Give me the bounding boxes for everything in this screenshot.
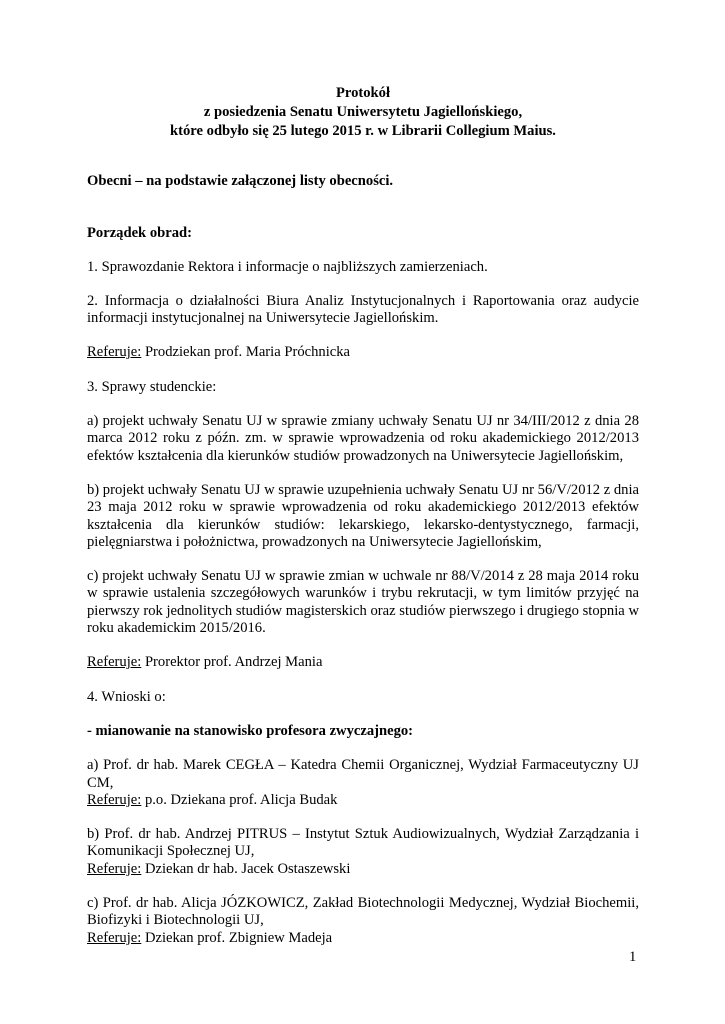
agenda-item-4-subheading: - mianowanie na stanowisko profesora zwyczajnego: xyxy=(87,722,414,739)
agenda-item-3-referent xyxy=(87,654,639,671)
document-page xyxy=(87,84,639,947)
agenda-item-2-referent xyxy=(87,344,639,361)
referent-label: Referuje: xyxy=(87,860,142,877)
agenda-item-4b-referent xyxy=(87,861,639,878)
page-number: 1 xyxy=(629,949,637,965)
agenda-item-4b: b) Prof. dr hab. Andrzej PITRUS – Instytut Sztuk Audiowizualnych, Wydział Zarządzania i Komunikacji Społecznej UJ, xyxy=(87,826,639,860)
referent-name: Dziekan dr hab. Jacek Ostaszewski xyxy=(141,860,351,877)
referent-label: Referuje: xyxy=(87,654,142,671)
referent-label: Referuje: xyxy=(87,791,142,808)
referent-name: Prorektor prof. Andrzej Mania xyxy=(141,654,323,671)
referent-label: Referuje: xyxy=(87,929,142,946)
referent-label: Referuje: xyxy=(87,344,142,361)
title-line-3: które odbyło się 25 lutego 2015 r. w Librarii Collegium Maius. xyxy=(170,123,556,139)
agenda-item-4a-referent xyxy=(87,792,639,809)
referent-name: p.o. Dziekana prof. Alicja Budak xyxy=(141,791,338,808)
referent-name: Prodziekan prof. Maria Próchnicka xyxy=(141,344,350,361)
agenda-item-4a: a) Prof. dr hab. Marek CEGŁA – Katedra Chemii Organicznej, Wydział Farmaceutyczny UJ CM, xyxy=(87,757,639,791)
title-line-1: Protokół xyxy=(335,85,391,101)
agenda-item-2: 2. Informacja o działalności Biura Analiz Instytucjonalnych i Raportowania oraz audycie informacji instytucjonalnej na Uniwersytecie Jagiellońskim. xyxy=(87,292,639,327)
agenda-heading: Porządek obrad: xyxy=(87,225,192,242)
agenda-item-1: 1. Sprawozdanie Rektora i informacje o najbliższych zamierzeniach. xyxy=(87,258,488,275)
agenda-item-4c: c) Prof. dr hab. Alicja JÓZKOWICZ, Zakład Biotechnologii Medycznej, Wydział Biochemii, Biofizyki i Biotechnologii UJ, xyxy=(87,895,639,929)
agenda-item-3a: a) projekt uchwały Senatu UJ w sprawie zmiany uchwały Senatu UJ nr 34/III/2012 z dnia 28 marca 2012 roku z późn. zm. w sprawie wprowadzenia od roku akademickiego 2012/2013 efektów kształcenia dla kierunków studiów prowadzonych na Uniwersytecie Jagiellońskim, xyxy=(87,413,639,464)
agenda-item-4: 4. Wnioski o: xyxy=(87,688,166,705)
agenda-item-4c-referent xyxy=(87,930,639,947)
agenda-item-3c: c) projekt uchwały Senatu UJ w sprawie zmian w uchwale nr 88/V/2014 z 28 maja 2014 roku w sprawie ustalenia szczegółowych warunków i trybu rekrutacji, w tym limitów przyjęć na pierwszy rok jednolitych studiów magisterskich oraz studiów pierwszego i drugiego stopnia w roku akademickim 2015/2016. xyxy=(87,568,639,637)
title-line-2: z posiedzenia Senatu Uniwersytetu Jagiellońskiego, xyxy=(203,104,523,120)
document-title xyxy=(87,84,639,141)
referent-name: Dziekan prof. Zbigniew Madeja xyxy=(141,929,333,946)
agenda-item-3: 3. Sprawy studenckie: xyxy=(87,378,217,395)
agenda-item-3b: b) projekt uchwały Senatu UJ w sprawie uzupełnienia uchwały Senatu UJ nr 56/V/2012 z dnia 23 maja 2012 roku w sprawie wprowadzenia od roku akademickiego 2012/2013 efektów kształcenia dla kierunków studiów: lekarskiego, lekarsko-dentystycznego, farmacji, pielęgniarstwa i położnictwa, prowadzonych na Uniwersytecie Jagiellońskim, xyxy=(87,481,639,550)
attendance-line: Obecni – na podstawie załączonej listy obecności. xyxy=(87,173,394,189)
